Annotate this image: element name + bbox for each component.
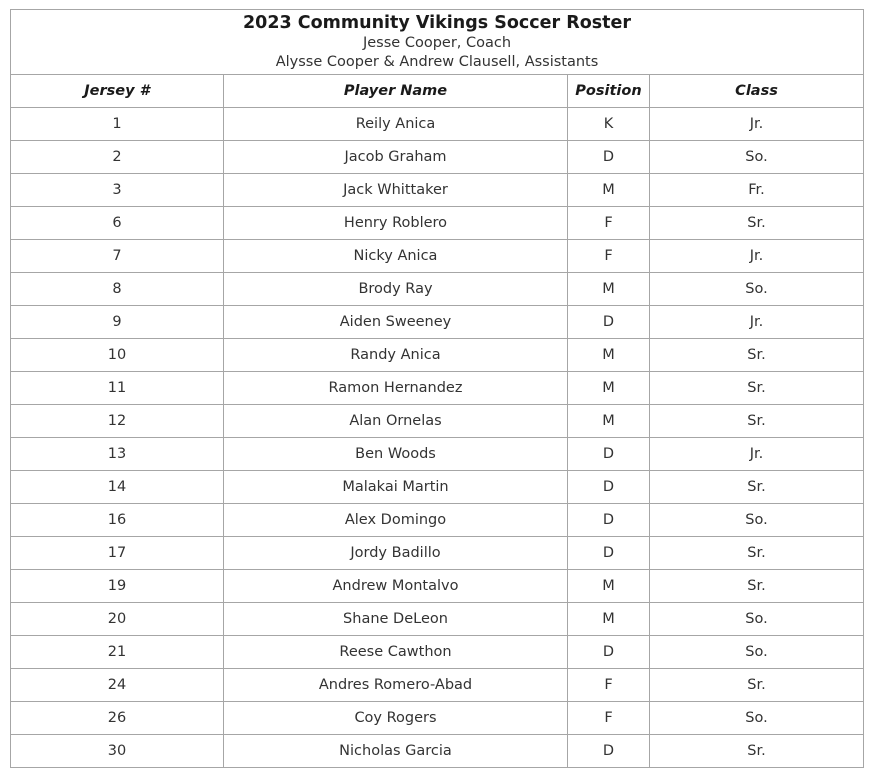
class-cell: Sr. <box>650 735 864 768</box>
jersey-cell: 26 <box>11 702 224 735</box>
position-cell: D <box>568 537 650 570</box>
position-cell: F <box>568 240 650 273</box>
player-name-cell: Reese Cawthon <box>224 636 568 669</box>
player-name-cell: Alex Domingo <box>224 504 568 537</box>
table-row <box>11 306 864 339</box>
class-cell: Jr. <box>650 108 864 141</box>
player-name-cell: Brody Ray <box>224 273 568 306</box>
column-header-position: Position <box>568 75 650 108</box>
table-row <box>11 207 864 240</box>
jersey-cell: 21 <box>11 636 224 669</box>
player-name-cell: Reily Anica <box>224 108 568 141</box>
table-row <box>11 372 864 405</box>
position-cell: M <box>568 372 650 405</box>
jersey-cell: 12 <box>11 405 224 438</box>
player-name-cell: Andrew Montalvo <box>224 570 568 603</box>
position-cell: F <box>568 207 650 240</box>
column-header-row <box>11 75 864 108</box>
class-cell: Sr. <box>650 405 864 438</box>
position-cell: M <box>568 405 650 438</box>
column-header-class: Class <box>650 75 864 108</box>
position-cell: D <box>568 438 650 471</box>
jersey-cell: 13 <box>11 438 224 471</box>
jersey-cell: 16 <box>11 504 224 537</box>
class-cell: Sr. <box>650 372 864 405</box>
jersey-cell: 14 <box>11 471 224 504</box>
position-cell: D <box>568 306 650 339</box>
table-row <box>11 504 864 537</box>
position-cell: M <box>568 603 650 636</box>
assistants-line: Alysse Cooper & Andrew Clausell, Assistants <box>275 54 599 70</box>
class-cell: Fr. <box>650 174 864 207</box>
position-cell: F <box>568 669 650 702</box>
player-name-cell: Randy Anica <box>224 339 568 372</box>
position-cell: M <box>568 174 650 207</box>
position-cell: D <box>568 504 650 537</box>
player-name-cell: Nicky Anica <box>224 240 568 273</box>
jersey-cell: 19 <box>11 570 224 603</box>
jersey-cell: 9 <box>11 306 224 339</box>
position-cell: D <box>568 636 650 669</box>
class-cell: Sr. <box>650 471 864 504</box>
class-cell: Sr. <box>650 339 864 372</box>
jersey-cell: 8 <box>11 273 224 306</box>
player-name-cell: Alan Ornelas <box>224 405 568 438</box>
player-name-cell: Ramon Hernandez <box>224 372 568 405</box>
class-cell: Jr. <box>650 240 864 273</box>
class-cell: Sr. <box>650 207 864 240</box>
player-name-cell: Andres Romero-Abad <box>224 669 568 702</box>
player-name-cell: Jordy Badillo <box>224 537 568 570</box>
table-row <box>11 108 864 141</box>
title-row <box>11 10 864 75</box>
class-cell: So. <box>650 504 864 537</box>
column-header-jersey: Jersey # <box>11 75 224 108</box>
class-cell: So. <box>650 702 864 735</box>
player-name-cell: Jacob Graham <box>224 141 568 174</box>
table-row <box>11 669 864 702</box>
table-row <box>11 471 864 504</box>
table-row <box>11 702 864 735</box>
table-row <box>11 438 864 471</box>
jersey-cell: 17 <box>11 537 224 570</box>
player-name-cell: Coy Rogers <box>224 702 568 735</box>
class-cell: So. <box>650 141 864 174</box>
jersey-cell: 24 <box>11 669 224 702</box>
table-row <box>11 339 864 372</box>
jersey-cell: 7 <box>11 240 224 273</box>
position-cell: D <box>568 735 650 768</box>
table-row <box>11 240 864 273</box>
class-cell: Jr. <box>650 438 864 471</box>
column-header-player-name: Player Name <box>224 75 568 108</box>
jersey-cell: 10 <box>11 339 224 372</box>
position-cell: K <box>568 108 650 141</box>
player-name-cell: Henry Roblero <box>224 207 568 240</box>
position-cell: F <box>568 702 650 735</box>
player-name-cell: Ben Woods <box>224 438 568 471</box>
class-cell: So. <box>650 603 864 636</box>
table-row <box>11 735 864 768</box>
position-cell: D <box>568 471 650 504</box>
table-row <box>11 273 864 306</box>
jersey-cell: 6 <box>11 207 224 240</box>
jersey-cell: 3 <box>11 174 224 207</box>
player-name-cell: Aiden Sweeney <box>224 306 568 339</box>
table-row <box>11 537 864 570</box>
class-cell: Sr. <box>650 537 864 570</box>
roster-body <box>11 108 864 768</box>
table-row <box>11 603 864 636</box>
position-cell: M <box>568 570 650 603</box>
player-name-cell: Malakai Martin <box>224 471 568 504</box>
class-cell: Sr. <box>650 570 864 603</box>
table-row <box>11 636 864 669</box>
roster-title: 2023 Community Vikings Soccer Roster <box>243 13 632 33</box>
class-cell: Sr. <box>650 669 864 702</box>
table-row <box>11 174 864 207</box>
table-row <box>11 405 864 438</box>
jersey-cell: 30 <box>11 735 224 768</box>
position-cell: D <box>568 141 650 174</box>
jersey-cell: 2 <box>11 141 224 174</box>
class-cell: So. <box>650 636 864 669</box>
class-cell: Jr. <box>650 306 864 339</box>
jersey-cell: 11 <box>11 372 224 405</box>
title-block <box>11 10 864 75</box>
jersey-cell: 1 <box>11 108 224 141</box>
coach-line: Jesse Cooper, Coach <box>362 35 512 51</box>
jersey-cell: 20 <box>11 603 224 636</box>
table-row <box>11 570 864 603</box>
table-row <box>11 141 864 174</box>
player-name-cell: Nicholas Garcia <box>224 735 568 768</box>
position-cell: M <box>568 273 650 306</box>
class-cell: So. <box>650 273 864 306</box>
player-name-cell: Shane DeLeon <box>224 603 568 636</box>
position-cell: M <box>568 339 650 372</box>
roster-table <box>10 9 864 768</box>
player-name-cell: Jack Whittaker <box>224 174 568 207</box>
